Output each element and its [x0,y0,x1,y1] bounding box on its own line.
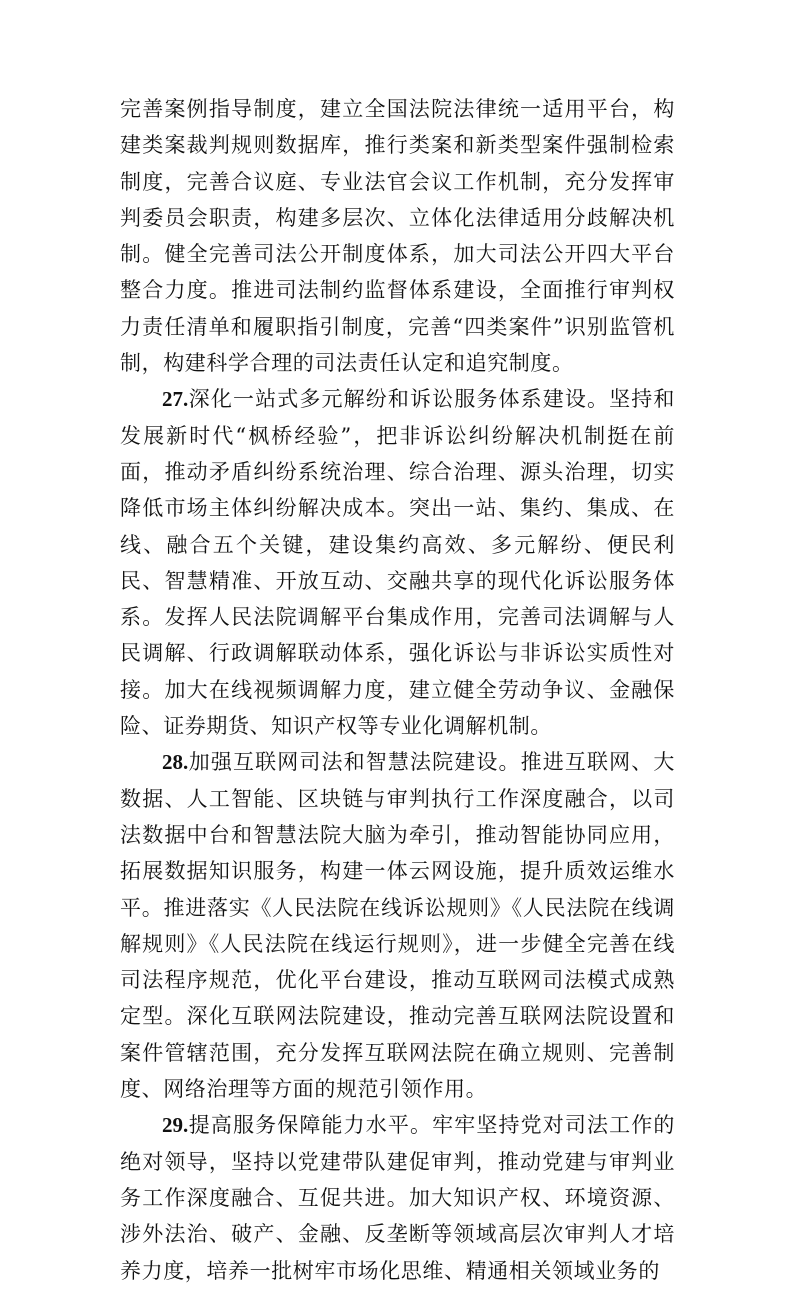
paragraph-text: 牢牢坚持党对司法工作的绝对领导，坚持以党建带队建促审判，推动党建与审判业务工作深度融合、互促共进。加大知识产权、环境资源、涉外法治、破产、金融、反垄断等领域高层次审判人才培养力度，培养一批树牢市场化思维、精通相关领域业务的 [120,1113,675,1283]
item-number: 27. [162,387,189,412]
paragraph-28 [120,744,675,1107]
paragraph-27 [120,381,675,744]
item-number: 28. [162,750,189,775]
item-heading: 深化一站式多元解纷和诉讼服务体系建设。 [188,387,610,412]
paragraph-text: 完善案例指导制度，建立全国法院法律统一适用平台，构建类案裁判规则数据库，推行类案和新类型案件强制检索制度，完善合议庭、专业法官会议工作机制，充分发挥审判委员会职责，构建多层次、立体化法律适用分歧解决机制。健全完善司法公开制度体系，加大司法公开四大平台整合力度。推进司法制约监督体系建设，全面推行审判权力责任清单和履职指引制度，完善“四类案件”识别监管机制，构建科学合理的司法责任认定和追究制度。 [120,97,675,376]
item-heading: 加强互联网司法和智慧法院建设。 [188,750,521,775]
paragraph-continued [120,91,675,381]
document-page [120,91,675,1289]
paragraph-text: 坚持和发展新时代“枫桥经验”，把非诉讼纠纷解决机制挺在前面，推动矛盾纠纷系统治理、综合治理、源头治理，切实降低市场主体纠纷解决成本。突出一站、集约、集成、在线、融合五个关键，建设集约高效、多元解纷、便民利民、智慧精准、开放互动、交融共享的现代化诉讼服务体系。发挥人民法院调解平台集成作用，完善司法调解与人民调解、行政调解联动体系，强化诉讼与非诉讼实质性对接。加大在线视频调解力度，建立健全劳动争议、金融保险、证券期货、知识产权等专业化调解机制。 [120,387,675,739]
item-heading: 提高服务保障能力水平。 [188,1113,433,1138]
paragraph-29 [120,1107,675,1288]
item-number: 29. [162,1113,189,1138]
paragraph-text: 推进互联网、大数据、人工智能、区块链与审判执行工作深度融合，以司法数据中台和智慧法院大脑为牵引，推动智能协同应用，拓展数据知识服务，构建一体云网设施，提升质效运维水平。推进落实《人民法院在线诉讼规则》《人民法院在线调解规则》《人民法院在线运行规则》，进一步健全完善在线司法程序规范，优化平台建设，推动互联网司法模式成熟定型。深化互联网法院建设，推动完善互联网法院设置和案件管辖范围，充分发挥互联网法院在确立规则、完善制度、网络治理等方面的规范引领作用。 [120,750,676,1102]
